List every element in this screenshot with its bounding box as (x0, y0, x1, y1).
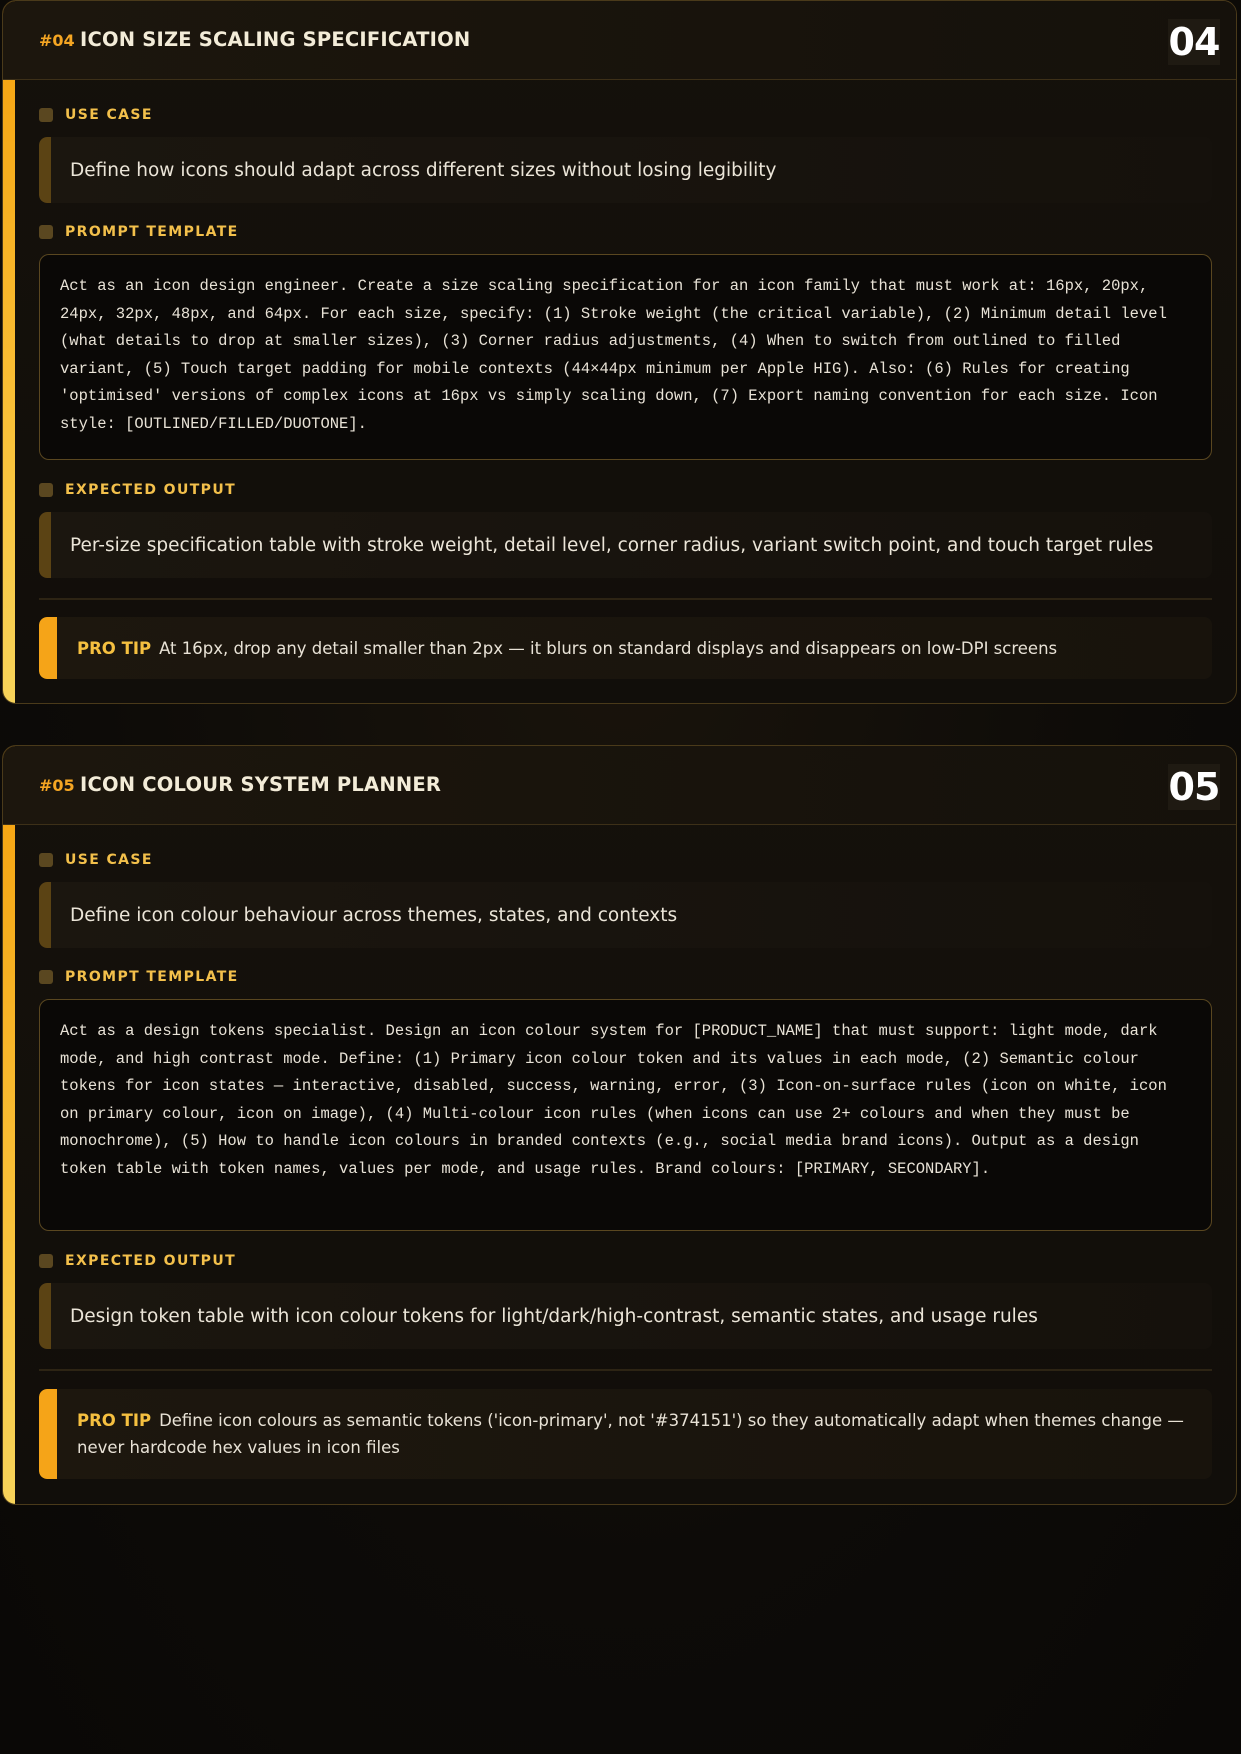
pro-tip-label: PRO TIP (77, 638, 152, 658)
card-title: ICON SIZE SCALING SPECIFICATION (80, 28, 471, 51)
card-number: #05 (39, 776, 75, 795)
section-marker-icon (39, 225, 53, 239)
expected-output-text: Per-size specification table with stroke weight, detail level, corner radius, variant switch point, and touch target rules (70, 534, 1154, 556)
use-case-panel (39, 882, 1212, 948)
prompt-template-label: PROMPT TEMPLATE (39, 224, 239, 240)
divider (39, 598, 1212, 600)
prompt-card-04 (2, 0, 1237, 704)
card-header (3, 746, 1236, 825)
expected-output-panel (39, 1283, 1212, 1349)
section-marker-icon (39, 483, 53, 497)
card-accent-bar (3, 1, 15, 703)
pro-tip-text: Define icon colours as semantic tokens ('icon-primary', not '#374151') so they automatically adapt when themes change — never hardcode hex values in icon files (77, 1411, 1184, 1457)
section-marker-icon (39, 853, 53, 867)
use-case-panel (39, 137, 1212, 203)
prompt-card-05 (2, 745, 1237, 1505)
card-badge: 05 (1168, 765, 1220, 809)
expected-output-panel (39, 512, 1212, 578)
section-marker-icon (39, 970, 53, 984)
use-case-text: Define icon colour behaviour across themes, states, and contexts (70, 904, 678, 926)
card-badge: 04 (1168, 20, 1220, 64)
divider (39, 1369, 1212, 1371)
expected-output-label: EXPECTED OUTPUT (39, 482, 236, 498)
section-marker-icon (39, 108, 53, 122)
pro-tip-text: At 16px, drop any detail smaller than 2px — it blurs on standard displays and disappears on low-DPI screens (159, 638, 1058, 658)
use-case-text: Define how icons should adapt across different sizes without losing legibility (70, 159, 777, 181)
section-marker-icon (39, 1254, 53, 1268)
use-case-label: USE CASE (39, 852, 153, 868)
expected-output-label: EXPECTED OUTPUT (39, 1253, 236, 1269)
pro-tip-label: PRO TIP (77, 1411, 152, 1430)
card-number: #04 (39, 31, 75, 50)
expected-output-text: Design token table with icon colour tokens for light/dark/high-contrast, semantic states, and usage rules (70, 1305, 1038, 1327)
pro-tip (39, 1389, 1212, 1479)
pro-tip (39, 617, 1212, 679)
card-title: ICON COLOUR SYSTEM PLANNER (80, 773, 442, 796)
card-accent-bar (3, 746, 15, 1504)
prompt-template-code[interactable]: Act as a design tokens specialist. Design an icon colour system for [PRODUCT_NAME] that must support: light mode, dark mode, and high contrast mode. Define: (1) Primary icon colour token and its values in each mode, (2) Semantic colour tokens for icon states — interactive, disabled, success, warning, error, (3) Icon-on-surface rules (icon on white, icon on primary colour, icon on image), (4) Multi-colour icon rules (when icons can use 2+ colours and when they must be monochrome), (5) How to handle icon colours in branded contexts (e.g., social media brand icons). Output as a design token table with token names, values per mode, and usage rules. Brand colours: [PRIMARY, SECONDARY]. (39, 999, 1212, 1231)
use-case-label: USE CASE (39, 107, 153, 123)
prompt-template-code[interactable]: Act as an icon design engineer. Create a size scaling specification for an icon family that must work at: 16px, 20px, 24px, 32px, 48px, and 64px. For each size, specify: (1) Stroke weight (the critical variable), (2) Minimum detail level (what details to drop at smaller sizes), (3) Corner radius adjustments, (4) When to switch from outlined to filled variant, (5) Touch target padding for mobile contexts (44×44px minimum per Apple HIG). Also: (6) Rules for creating 'optimised' versions of complex icons at 16px vs simply scaling down, (7) Export naming convention for each size. Icon style: [OUTLINED/FILLED/DUOTONE]. (39, 254, 1212, 460)
prompt-template-label: PROMPT TEMPLATE (39, 969, 239, 985)
card-header (3, 1, 1236, 80)
